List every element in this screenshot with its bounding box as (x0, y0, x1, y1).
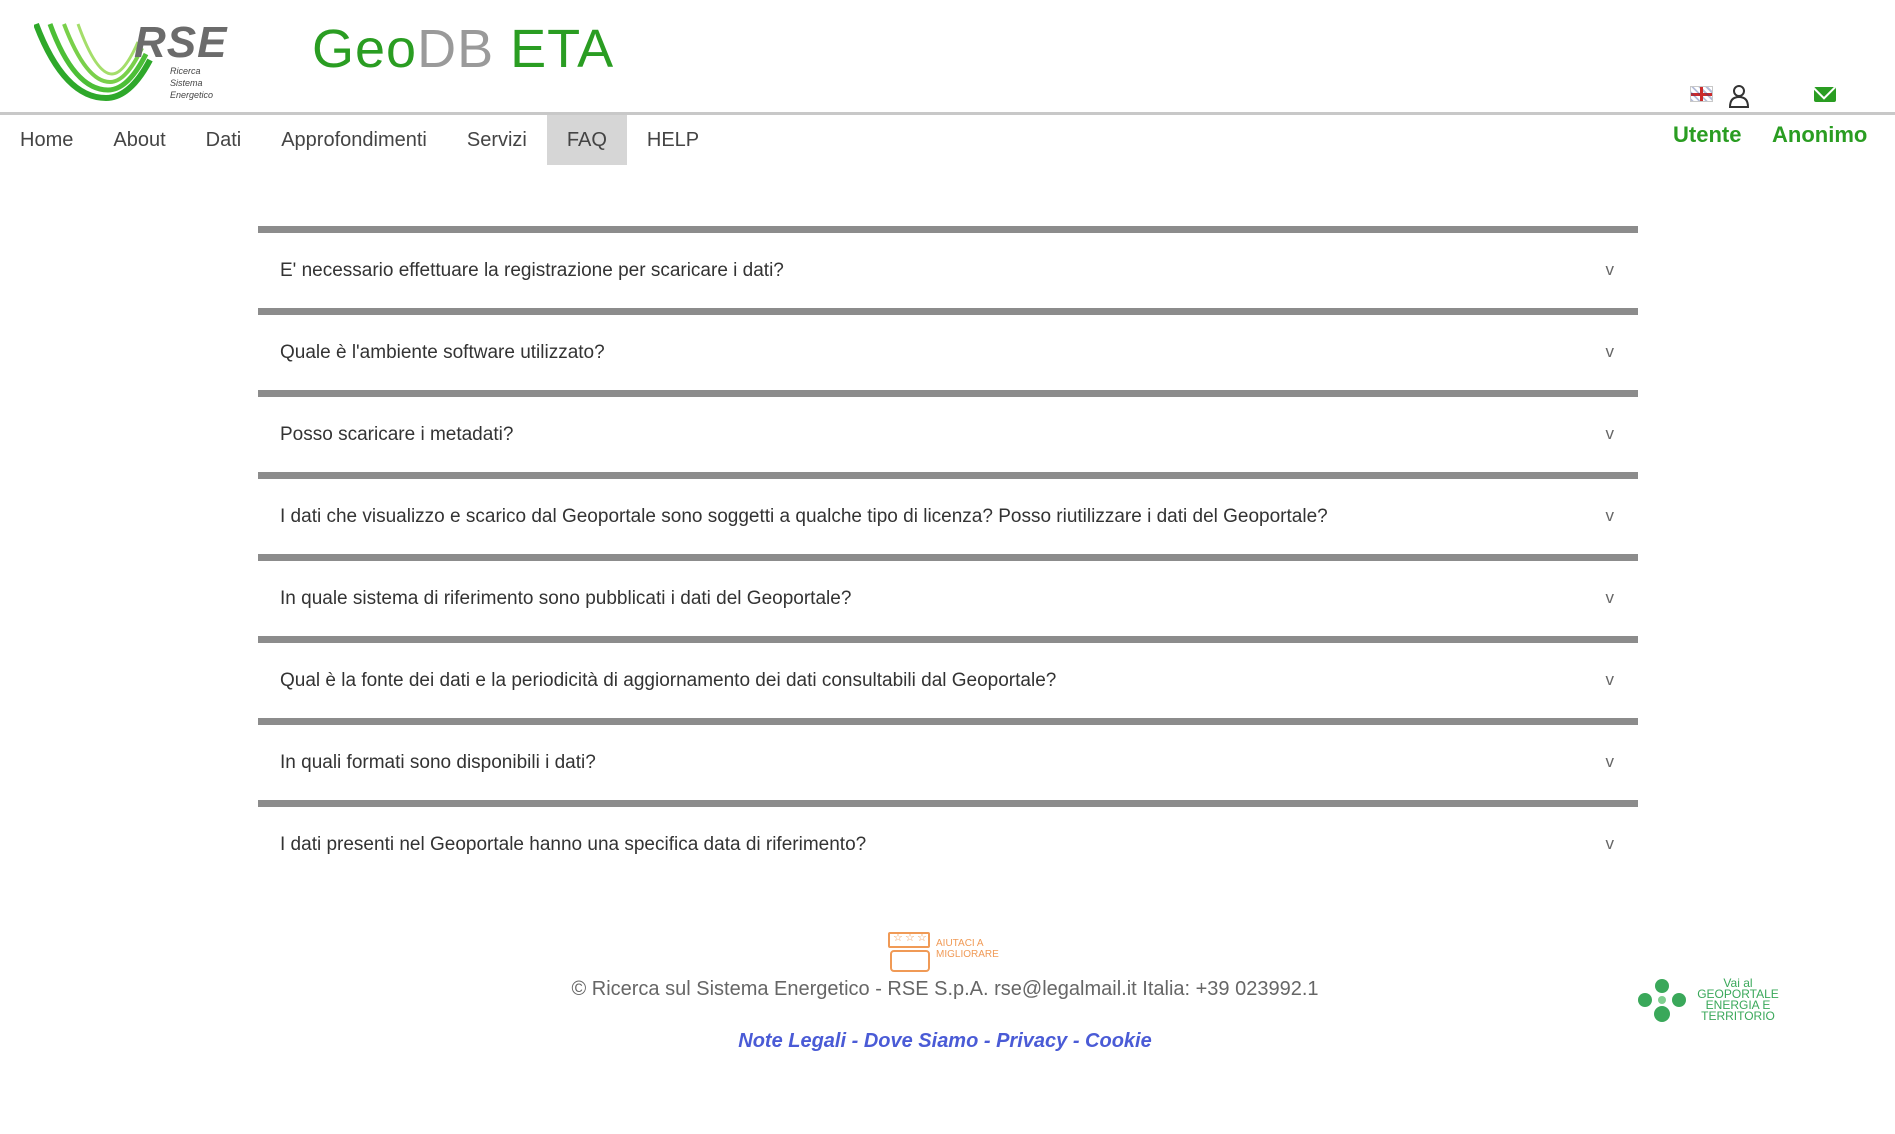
faq-question: Qual è la fonte dei dati e la periodicità di aggiornamento dei dati consultabili dal Geoportale? (280, 670, 1057, 691)
nav-faq[interactable]: FAQ (547, 115, 627, 165)
expand-icon[interactable]: v (1605, 670, 1614, 689)
link-privacy[interactable]: Privacy (996, 1030, 1068, 1052)
uk-flag-icon[interactable] (1690, 86, 1713, 102)
faq-question: In quali formati sono disponibili i dati? (280, 752, 596, 773)
geoportale-line-2: GEOPORTALE (1697, 987, 1779, 1001)
feedback-line-1: AIUTACI A (936, 938, 984, 949)
link-separator: - (846, 1030, 864, 1052)
footer-links (0, 1030, 1890, 1053)
expand-icon[interactable]: v (1605, 752, 1614, 771)
link-separator: - (978, 1030, 997, 1052)
user-label[interactable]: Utente (1673, 122, 1742, 147)
expand-icon[interactable]: v (1605, 424, 1614, 443)
faq-question: I dati che visualizzo e scarico dal Geoportale sono soggetti a qualche tipo di licenza? Posso riutilizzare i dati del Geoportale? (280, 506, 1328, 527)
title-geo: Geo (312, 19, 418, 79)
feedback-icon: ☆ ☆ ☆ (888, 932, 930, 948)
faq-question: In quale sistema di riferimento sono pubblicati i dati del Geoportale? (280, 588, 852, 609)
link-separator: - (1067, 1030, 1086, 1052)
feedback-text (936, 938, 999, 960)
nav-about[interactable]: About (113, 129, 166, 151)
faq-item[interactable] (258, 390, 1638, 472)
title-db: DB (417, 19, 495, 79)
nav-home[interactable]: Home (20, 129, 74, 151)
link-cookie[interactable]: Cookie (1085, 1030, 1152, 1052)
site-title (312, 18, 614, 80)
geoportale-link[interactable] (1636, 976, 1786, 1026)
faq-item[interactable] (258, 800, 1638, 882)
nav-help[interactable]: HELP (646, 129, 700, 151)
expand-icon[interactable]: v (1605, 834, 1614, 853)
faq-item[interactable] (258, 718, 1638, 800)
logo-line-1: Ricerca (170, 66, 201, 76)
main-nav (0, 115, 719, 165)
geoportale-text (1692, 978, 1784, 1022)
faq-question: I dati presenti nel Geoportale hanno una specifica data di riferimento? (280, 834, 867, 855)
thumbs-up-icon (890, 950, 930, 972)
geoportale-line-1: Vai al (1723, 976, 1753, 990)
user-icon[interactable] (1728, 84, 1750, 108)
geoportale-line-3: ENERGIA E (1705, 998, 1771, 1012)
logo-line-2: Sistema (170, 78, 203, 88)
logo-brand: RSE (134, 18, 228, 67)
faq-question: E' necessario effettuare la registrazione per scaricare i dati? (280, 260, 784, 281)
anonymous-label[interactable]: Anonimo (1772, 122, 1868, 147)
feedback-line-2: MIGLIORARE (936, 949, 999, 960)
copyright-text: © Ricerca sul Sistema Energetico - RSE S.p.A. rse@legalmail.it Italia: +39 023992.1 (571, 978, 1319, 1000)
mail-icon[interactable] (1814, 87, 1836, 102)
faq-item[interactable] (258, 472, 1638, 554)
expand-icon[interactable]: v (1605, 506, 1614, 525)
feedback-badge[interactable] (888, 932, 1028, 974)
faq-question: Posso scaricare i metadati? (280, 424, 514, 445)
geoportale-icon (1636, 976, 1688, 1024)
expand-icon[interactable]: v (1605, 588, 1614, 607)
expand-icon[interactable]: v (1605, 260, 1614, 279)
faq-accordion (258, 226, 1638, 882)
site-header (0, 0, 1895, 115)
link-note-legali[interactable]: Note Legali (738, 1030, 847, 1052)
nav-servizi[interactable]: Servizi (466, 129, 527, 151)
logo-line-3: Energetico (170, 90, 214, 100)
geoportale-line-4: TERRITORIO (1701, 1009, 1775, 1023)
nav-dati[interactable]: Dati (205, 129, 242, 151)
nav-approfondimenti[interactable]: Approfondimenti (281, 129, 427, 151)
title-eta: ETA (494, 19, 615, 79)
faq-item[interactable] (258, 226, 1638, 308)
rse-logo[interactable] (34, 18, 228, 106)
faq-item[interactable] (258, 636, 1638, 718)
link-dove-siamo[interactable]: Dove Siamo (863, 1030, 979, 1052)
expand-icon[interactable]: v (1605, 342, 1614, 361)
faq-question: Quale è l'ambiente software utilizzato? (280, 342, 605, 363)
faq-item[interactable] (258, 308, 1638, 390)
faq-item[interactable] (258, 554, 1638, 636)
